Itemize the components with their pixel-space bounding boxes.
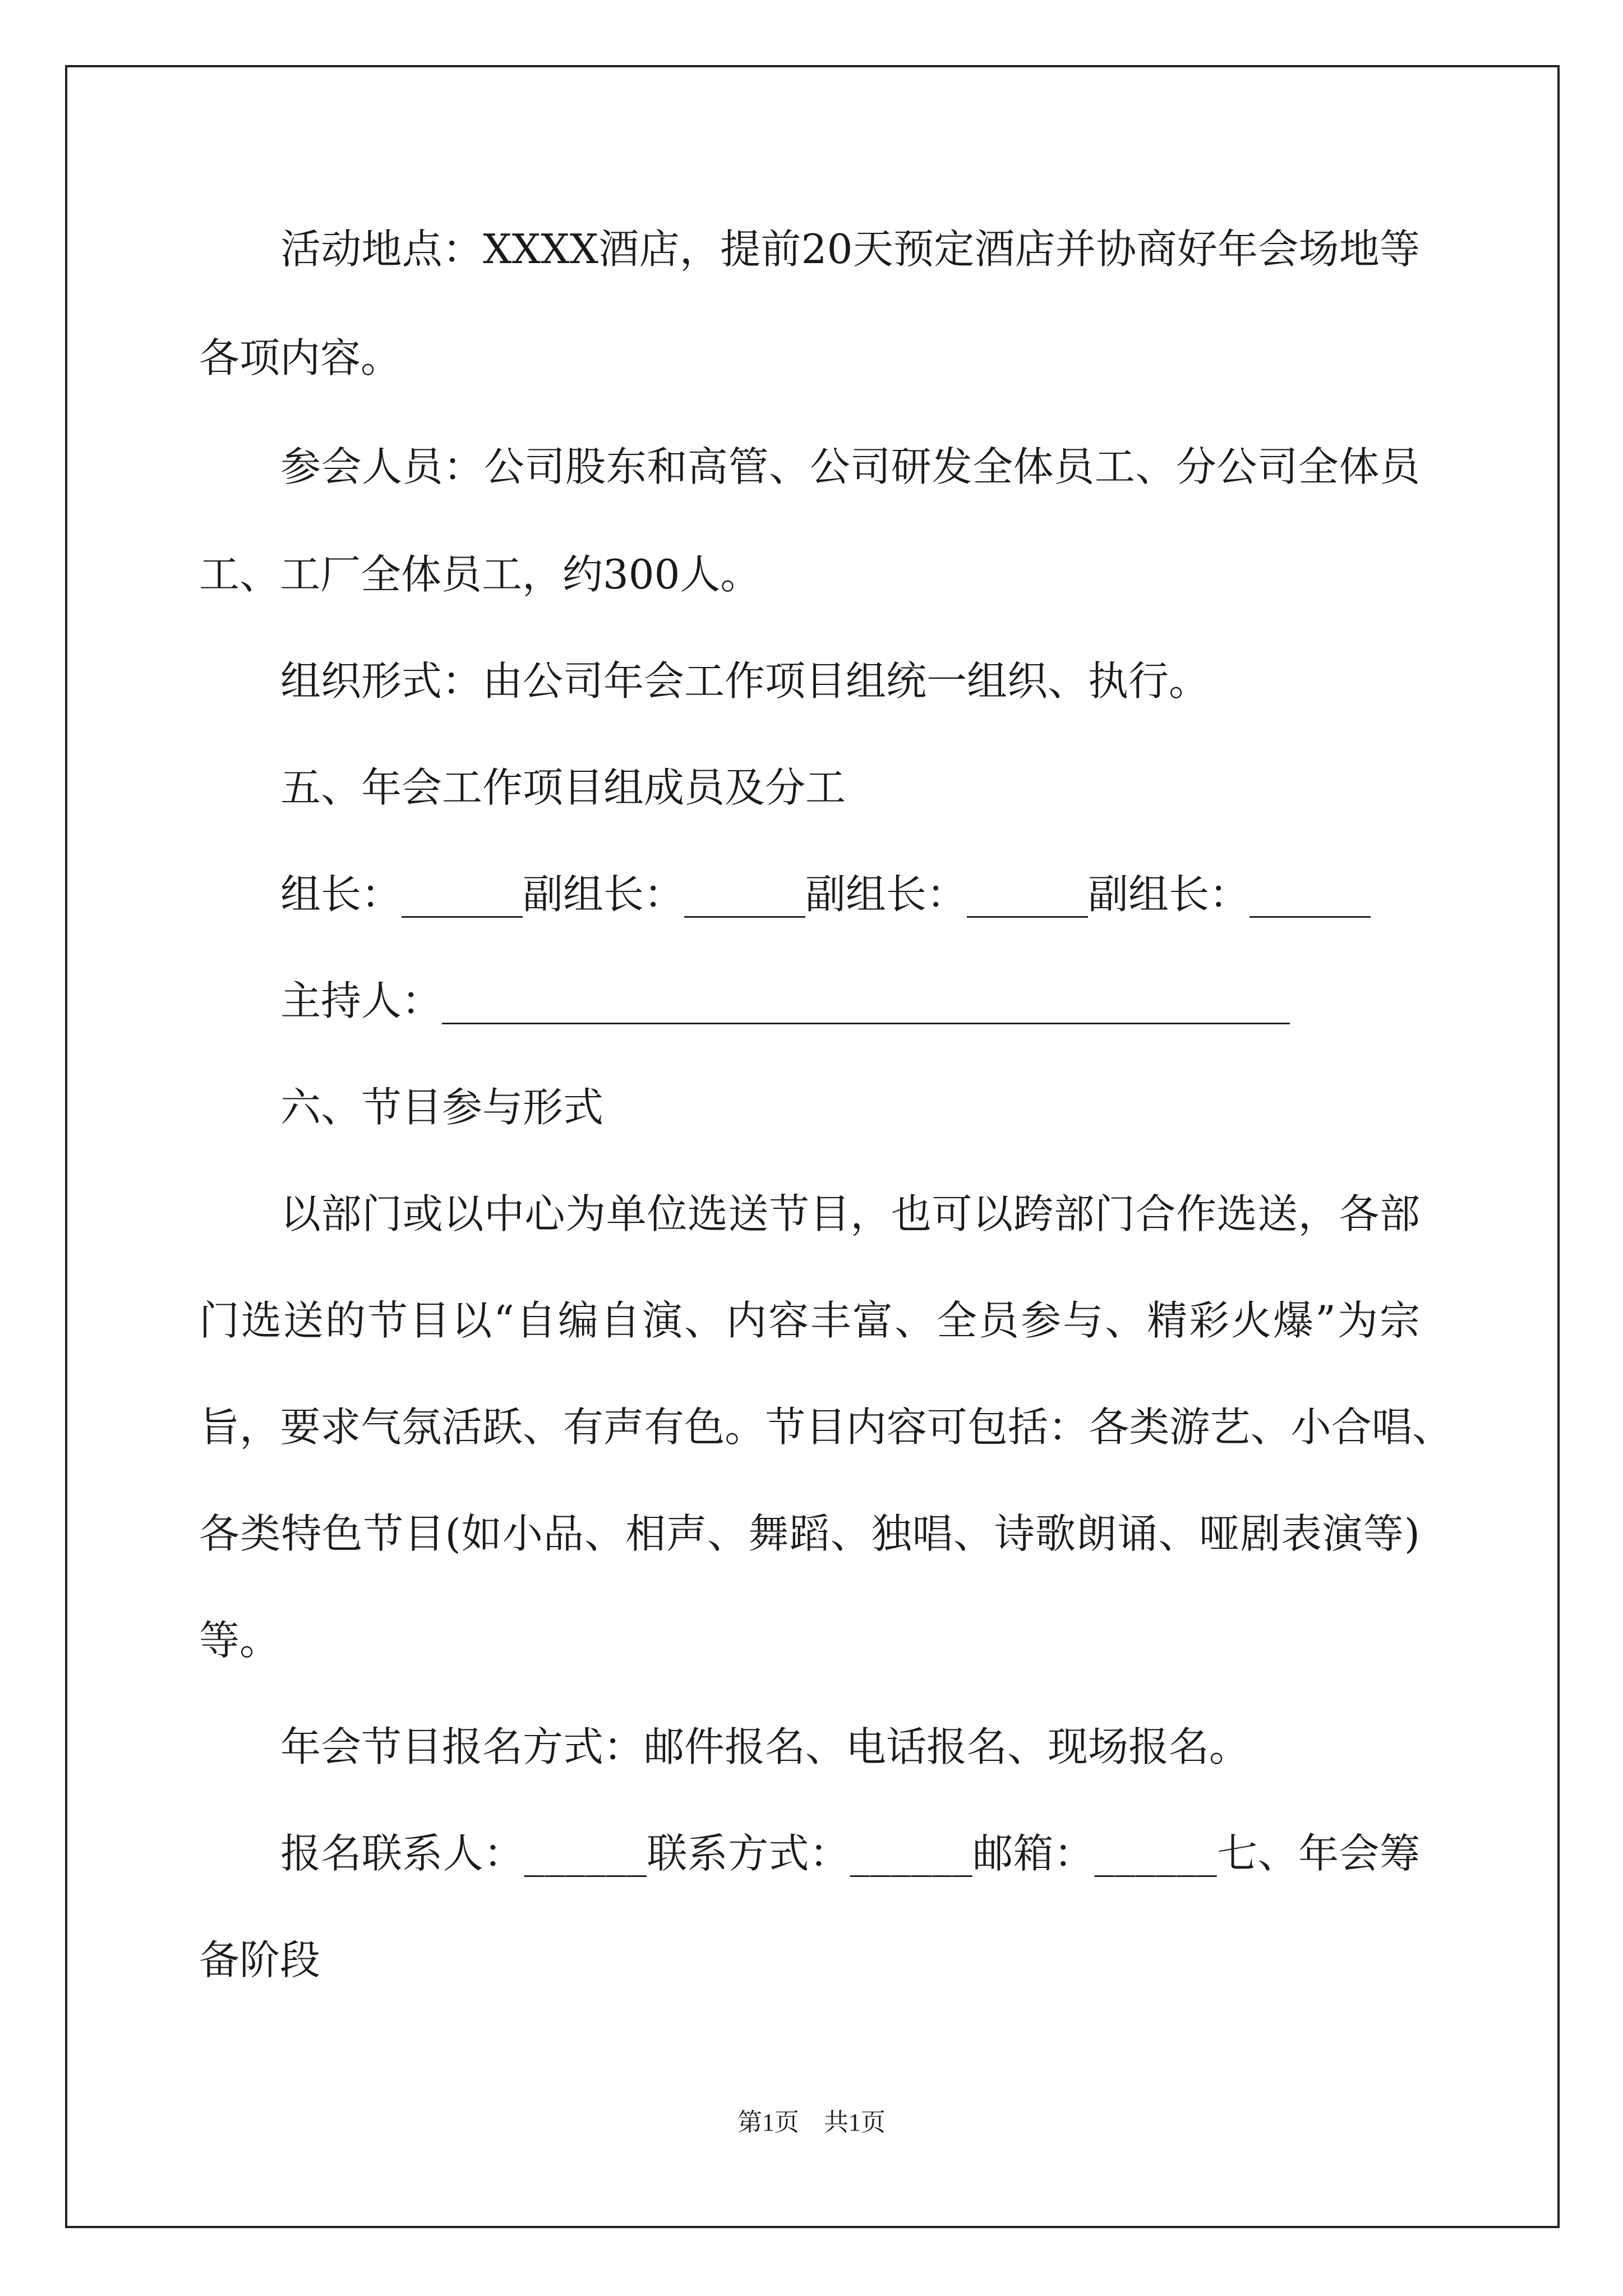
text-line: 六、节目参与形式 [280,1084,604,1131]
text-line: 工、工厂全体员工，约300人。 [199,551,761,598]
text-line: 组长：______副组长：______副组长：______副组长：______ [280,871,1371,918]
text-line: 备阶段 [199,1936,321,1984]
text-line: 门选送的节目以“自编自演、内容丰富、全员参与、精彩火爆”为宗 [199,1297,1422,1344]
page-border [65,65,1560,2228]
text-line: 以部门或以中心为单位选送节目，也可以跨部门合作选送，各部 [280,1190,1421,1237]
text-line: 旨，要求气氛活跃、有声有色。节目内容可包括：各类游艺、小合唱、 [199,1404,1453,1451]
text-line: 报名联系人：______联系方式：______邮箱：______七、年会筹 [280,1830,1421,1877]
text-line: 组织形式：由公司年会工作项目组统一组织、执行。 [280,657,1210,705]
text-line: 参会人员：公司股东和高管、公司研发全体员工、分公司全体员 [280,443,1421,490]
text-line: 年会节目报名方式：邮件报名、电话报名、现场报名。 [280,1723,1250,1770]
text-line: 各项内容。 [199,334,402,381]
text-line: 各类特色节目(如小品、相声、舞蹈、独唱、诗歌朗诵、哑剧表演等) [199,1510,1421,1557]
text-line: 等。 [199,1617,280,1664]
text-line: 主持人：__________________________________________ [280,977,1290,1024]
page-number-footer: 第1页 共1页 [737,2109,886,2136]
text-line: 活动地点：XXXX酒店，提前20天预定酒店并协商好年会场地等 [280,226,1421,273]
text-line: 五、年会工作项目组成员及分工 [280,764,846,811]
